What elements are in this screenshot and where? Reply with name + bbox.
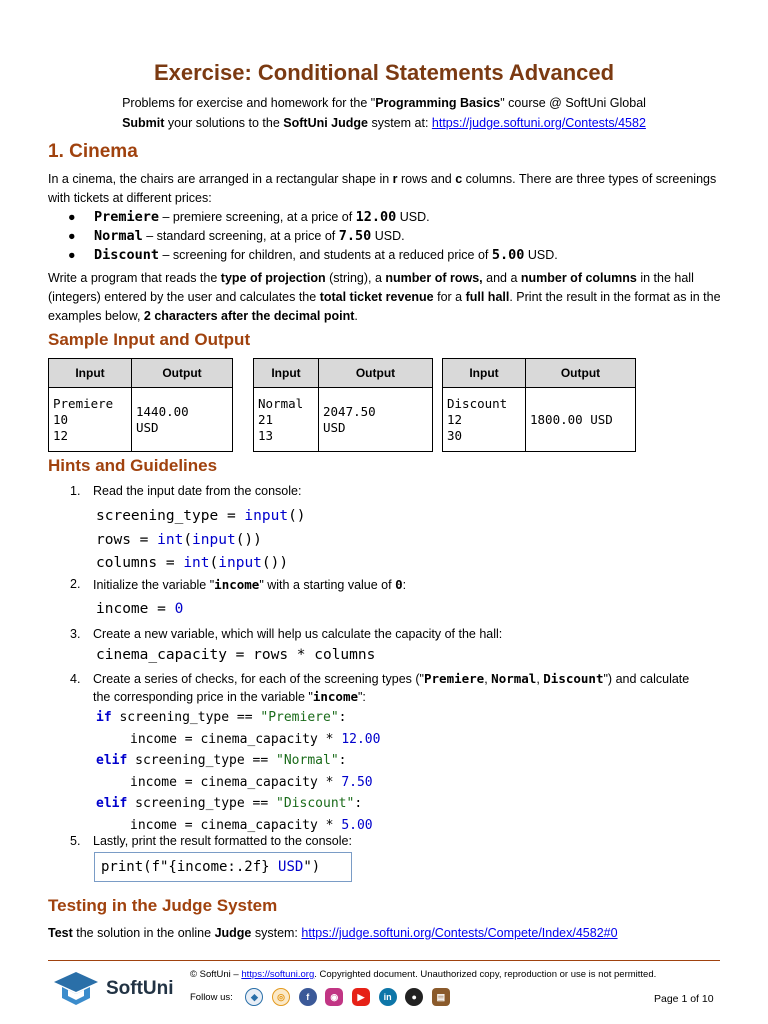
bullet-icon: ●: [68, 229, 76, 243]
list-item: ● Premiere – premiere screening, at a price of 12.00 USD.: [68, 209, 430, 225]
code-block-read-input: screening_type = input() rows = int(input()) columns = int(input()): [96, 508, 306, 571]
page-title: Exercise: Conditional Statements Advanced: [153, 60, 615, 85]
bullet-icon: ●: [68, 210, 76, 224]
table-header-input: Input: [443, 359, 526, 388]
page-number: Page 1 of 10: [654, 993, 714, 1005]
softuni-site-link[interactable]: https://softuni.org: [241, 969, 315, 980]
table-header-output: Output: [526, 359, 636, 388]
logo-text: SoftUni: [106, 978, 174, 999]
section-heading-cinema: 1. Cinema: [48, 141, 138, 162]
bullet-icon: ●: [68, 248, 76, 262]
judge-contest-link[interactable]: https://judge.softuni.org/Contests/4582: [431, 116, 646, 130]
linkedin-icon[interactable]: in: [379, 988, 397, 1006]
softuni-global-icon[interactable]: ◎: [272, 988, 290, 1006]
code-block-conditions: if screening_type == "Premiere": income = cinema_capacity * 12.00 elif screening_type == "Normal": income = cinema_capacity * 7.50 elif screening_type == "Discount": income = cinema_capacity * 5.00: [96, 710, 381, 833]
youtube-icon[interactable]: ▶: [352, 988, 370, 1006]
table-header-output: Output: [319, 359, 433, 388]
sample-table-1: [48, 358, 233, 452]
sample-input: Premiere 10 12: [49, 388, 132, 452]
sample-output: 1800.00 USD: [526, 388, 636, 452]
price-list: [68, 208, 558, 265]
step-4: 4. Create a series of checks, for each of the screening types ("Premiere, Normal, Discount") and calculate the corresponding price in the variable "income":: [70, 671, 690, 704]
table-header-output: Output: [132, 359, 233, 388]
step-1: 1. Read the input date from the console:: [70, 484, 302, 498]
graduation-cap-icon: [50, 968, 102, 1008]
follow-us: Follow us: ◆ ◎ f ◉ ▶ in ● ▤: [190, 988, 456, 1006]
step-5: 5. Lastly, print the result formatted to the console:: [70, 834, 352, 848]
testing-text: Test the solution in the online Judge system: https://judge.softuni.org/Contests/Compete/Index/4582#0: [48, 926, 618, 940]
table-header-input: Input: [49, 359, 132, 388]
section-heading-testing: Testing in the Judge System: [48, 896, 278, 915]
step-3: 3. Create a new variable, which will help us calculate the capacity of the hall:: [70, 627, 503, 641]
sample-output: 1440.00 USD: [132, 388, 233, 452]
submit-line: Submit your solutions to the SoftUni Judge system at: https://judge.softuni.org/Contests/4582: [122, 116, 646, 130]
subtitle: Problems for exercise and homework for the "Programming Basics" course @ SoftUni Global: [122, 96, 646, 110]
sample-input: Discount 12 30: [443, 388, 526, 452]
sample-input: Normal 21 13: [254, 388, 319, 452]
sample-output: 2047.50 USD: [319, 388, 433, 452]
softuni-icon[interactable]: ◆: [245, 988, 263, 1006]
section-heading-hints: Hints and Guidelines: [48, 456, 218, 475]
code-block-income: income = 0: [96, 601, 184, 617]
code-block-print: print(f"{income:.2f} USD"): [94, 852, 352, 882]
step-2: 2. Initialize the variable "income" with a starting value of 0:: [70, 577, 407, 592]
sample-table-2: [253, 358, 433, 452]
copyright: © SoftUni – https://softuni.org. Copyrighted document. Unauthorized copy, reproduction or use is not permitted.: [190, 969, 657, 980]
cinema-intro: In a cinema, the chairs are arranged in a rectangular shape in r rows and c columns. There are three types of screenings with tickets at different prices:: [48, 172, 717, 205]
facebook-icon[interactable]: f: [299, 988, 317, 1006]
softuni-logo[interactable]: [50, 968, 180, 1008]
code-block-capacity: cinema_capacity = rows * columns: [96, 647, 376, 663]
blog-icon[interactable]: ▤: [432, 988, 450, 1006]
sample-table-3: [442, 358, 636, 452]
instagram-icon[interactable]: ◉: [325, 988, 343, 1006]
task-description: Write a program that reads the type of projection (string), a number of rows, and a number of columns in the hall (integers) entered by the user and calculates the total ticket revenue for a full hall. Print the result in the format as in the examples below, 2 characters after the decimal point.: [48, 271, 721, 323]
list-item: ● Normal – standard screening, at a price of 7.50 USD.: [68, 228, 405, 244]
section-heading-samples: Sample Input and Output: [48, 330, 251, 349]
table-header-input: Input: [254, 359, 319, 388]
footer-divider: [48, 960, 720, 961]
github-icon[interactable]: ●: [405, 988, 423, 1006]
judge-compete-link[interactable]: https://judge.softuni.org/Contests/Compete/Index/4582#0: [301, 926, 618, 940]
course-name: Programming Basics: [375, 96, 501, 110]
list-item: ● Discount – screening for children, and students at a reduced price of 5.00 USD.: [68, 247, 558, 263]
